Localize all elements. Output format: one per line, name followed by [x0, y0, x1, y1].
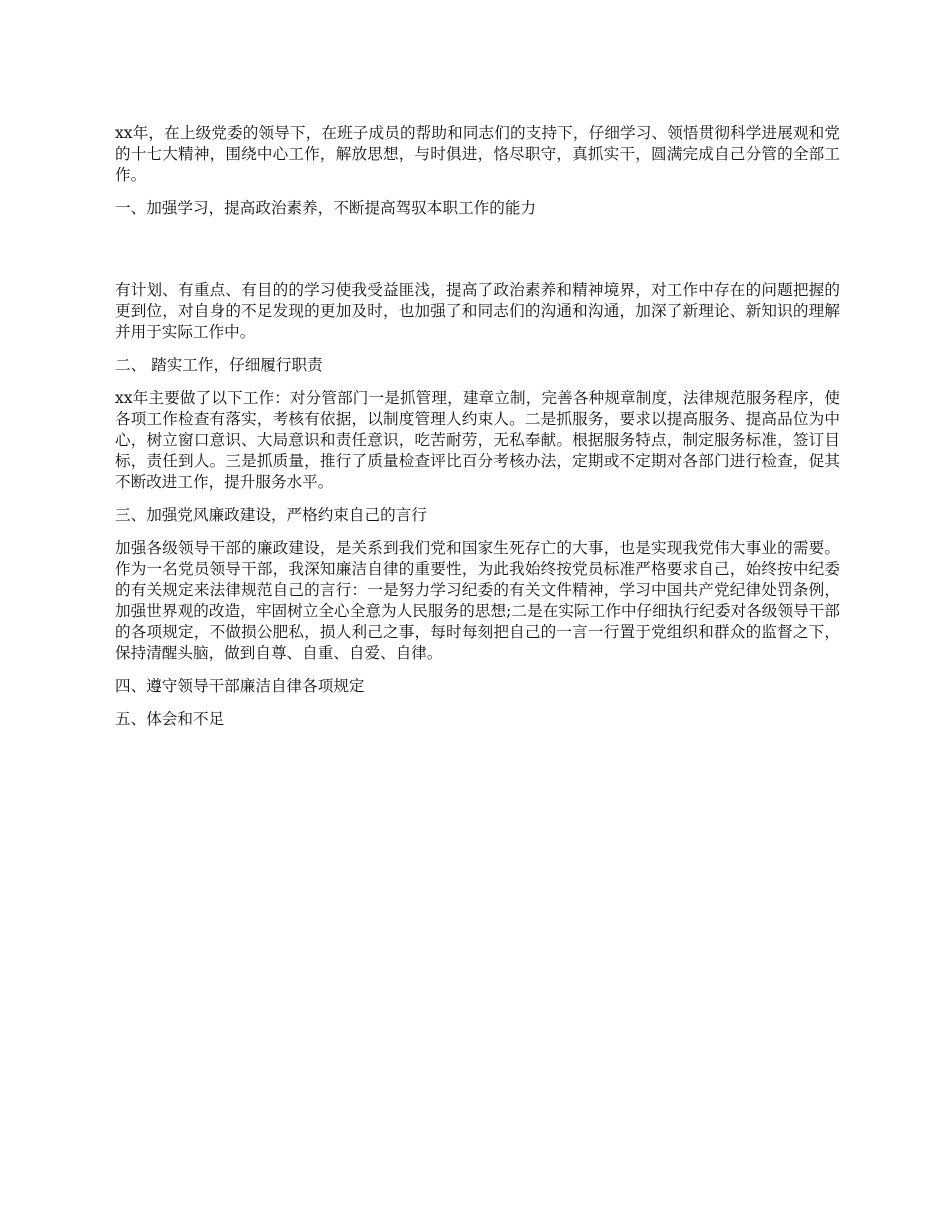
section-heading-3: 三、加强党风廉政建设，严格约束自己的言行 — [115, 506, 427, 524]
paragraph-study: 有计划、有重点、有目的的学习使我受益匪浅，提高了政治素养和精神境界，对工作中存在的问题把握的更到位，对自身的不足发现的更加及时，也加强了和同志们的沟通和沟通，加深了新理论、新知识的理解并用于实际工作中。 — [115, 281, 840, 341]
spacer — [115, 376, 840, 388]
section-heading-4: 四、遵守领导干部廉洁自律各项规定 — [115, 677, 365, 695]
document-body — [115, 123, 840, 730]
paragraph-work: xx年主要做了以下工作：对分管部门一是抓管理，建章立制，完善各种规章制度，法律规范服务程序，使各项工作检查有落实，考核有依据，以制度管理人约束人。二是抓服务，要求以提高服务、提高品位为中心，树立窗口意识、大局意识和责任意识，吃苦耐劳，无私奉献。根据服务特点，制定服务标准，签订目标，责任到人。三是抓质量，推行了质量检查评比百分考核办法，定期或不定期对各部门进行检查，促其不断改进工作，提升服务水平。 — [115, 389, 840, 491]
spacer — [115, 343, 840, 355]
spacer — [115, 697, 840, 709]
spacer — [115, 219, 840, 280]
section-heading-2: 二、 踏实工作，仔细履行职责 — [115, 356, 323, 374]
section-heading-1: 一、加强学习，提高政治素养，不断提高驾驭本职工作的能力 — [115, 199, 537, 217]
paragraph-intro: xx年，在上级党委的领导下，在班子成员的帮助和同志们的支持下，仔细学习、领悟贯彻科学进展观和党的十七大精神，围绕中心工作，解放思想，与时俱进，恪尽职守，真抓实干，圆满完成自己分管的全部工作。 — [115, 124, 840, 184]
paragraph-integrity: 加强各级领导干部的廉政建设，是关系到我们党和国家生死存亡的大事，也是实现我党伟大事业的需要。作为一名党员领导干部，我深知廉洁自律的重要性，为此我始终按党员标准严格要求自己，始终按中纪委的有关规定来法律规范自己的言行：一是努力学习纪委的有关文件精神，学习中国共产党纪律处罚条例，加强世界观的改造，牢固树立全心全意为人民服务的思想;二是在实际工作中仔细执行纪委对各级领导干部的各项规定，不做损公肥私，损人利己之事，每时每刻把自己的一言一行置于党组织和群众的监督之下，保持清醒头脑，做到自尊、自重、自爱、自律。 — [115, 539, 840, 662]
spacer — [115, 493, 840, 505]
spacer — [115, 664, 840, 676]
spacer — [115, 526, 840, 538]
spacer — [115, 186, 840, 198]
section-heading-5: 五、体会和不足 — [115, 710, 225, 728]
